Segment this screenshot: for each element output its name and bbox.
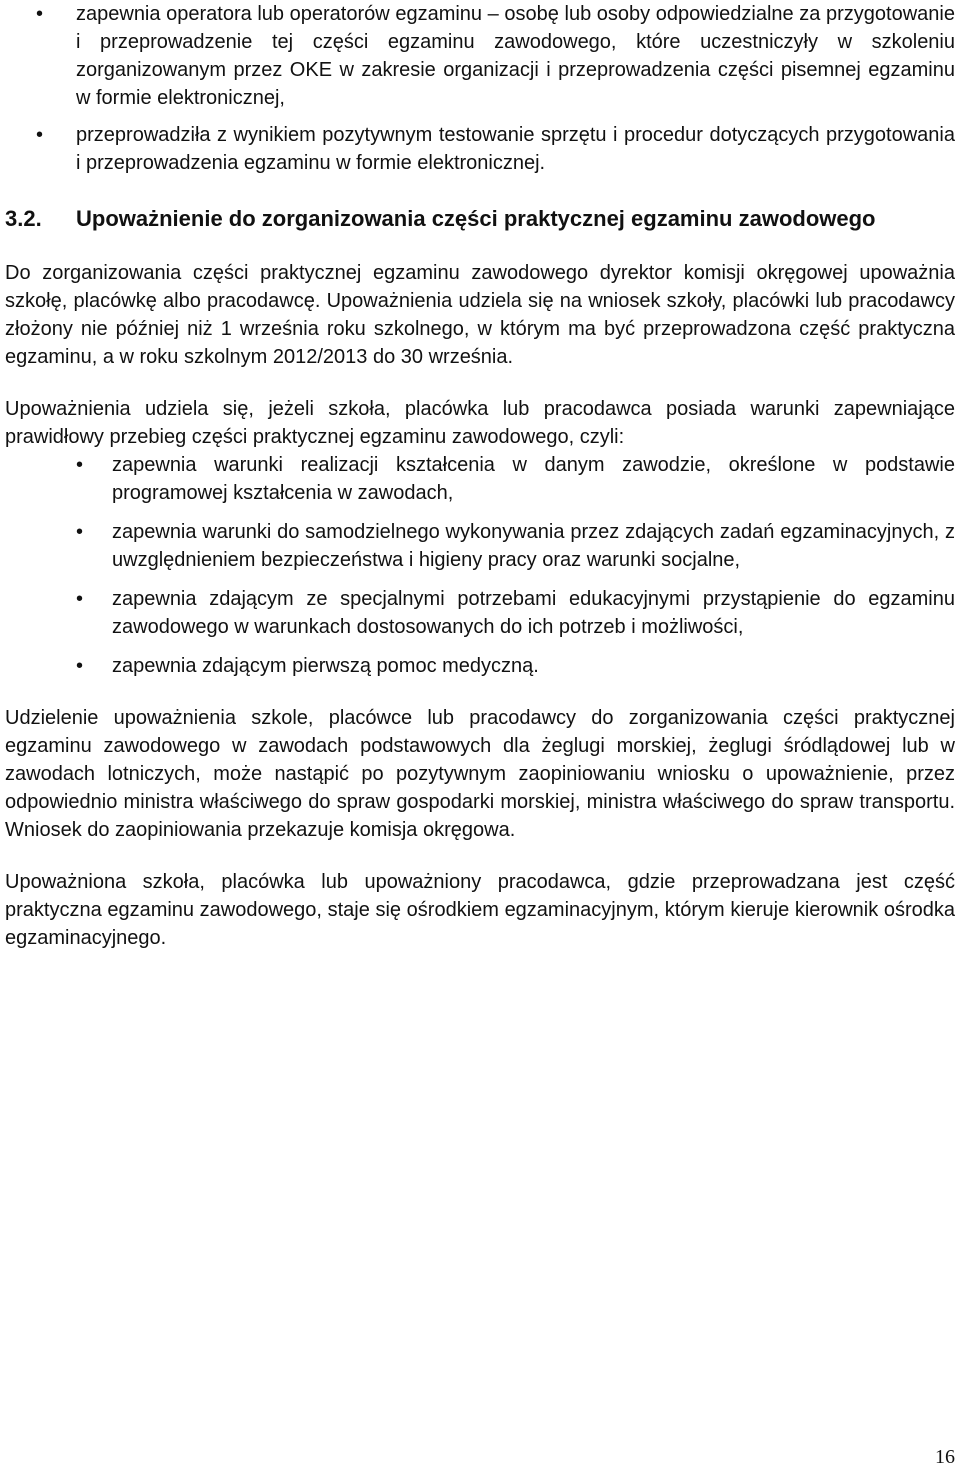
list-item [5, 585, 955, 641]
paragraph: Upoważnienia udziela się, jeżeli szkoła, placówka lub pracodawca posiada warunki zapewniające prawidłowy przebieg części praktycznej egzaminu zawodowego, czyli: [5, 398, 955, 448]
list-item [5, 652, 955, 680]
list-item [5, 121, 955, 177]
section-title: Upoważnienie do zorganizowania części praktycznej egzaminu zawodowego [76, 206, 876, 231]
section-heading [5, 204, 955, 234]
page-number: 16 [935, 1446, 955, 1468]
bullet-icon: • [76, 521, 84, 543]
paragraph: Upoważniona szkoła, placówka lub upoważniony pracodawca, gdzie przeprowadzana jest część praktyczna egzaminu zawodowego, staje się ośrodkiem egzaminacyjnym, którym kieruje kierownik ośrodka egzaminacyjnego. [5, 871, 955, 949]
bullet-icon: • [76, 454, 84, 476]
list-item [5, 451, 955, 507]
bullet-icon: • [76, 588, 84, 610]
section-number: 3.2. [5, 206, 42, 231]
bullet-icon: • [36, 3, 44, 25]
list-item-text: przeprowadziła z wynikiem pozytywnym testowanie sprzętu i procedur dotyczących przygotowania i przeprowadzenia egzaminu w formie elektronicznej. [76, 124, 955, 174]
document-page [5, 0, 955, 952]
list-item [5, 0, 955, 112]
bullet-icon: • [76, 655, 84, 677]
list-item-text: zapewnia warunki do samodzielnego wykonywania przez zdających zadań egzaminacyjnych, z uwzględnieniem bezpieczeństwa i higieny pracy oraz warunki socjalne, [112, 521, 955, 571]
intro-bullet-list [5, 0, 955, 177]
list-item [5, 518, 955, 574]
bullet-icon: • [36, 124, 44, 146]
list-item-text: zapewnia zdającym ze specjalnymi potrzebami edukacyjnymi przystąpienie do egzaminu zawodowego w warunkach dostosowanych do ich potrzeb i możliwości, [112, 588, 955, 638]
list-item-text: zapewnia operatora lub operatorów egzaminu – osobę lub osoby odpowiedzialne za przygotowanie i przeprowadzenie tej części egzaminu zawodowego, które uczestniczyły w szkoleniu zorganizowanym przez OKE w zakresie organizacji i przeprowadzenia części pisemnej egzaminu w formie elektronicznej, [76, 3, 955, 109]
conditions-bullet-list [5, 451, 955, 680]
paragraph: Udzielenie upoważnienia szkole, placówce lub pracodawcy do zorganizowania części praktycznej egzaminu zawodowego w zawodach podstawowych dla żeglugi morskiej, żeglugi śródlądowej lub w zawodach lotniczych, może nastąpić po pozytywnym zaopiniowaniu wniosku o upoważnienie, przez odpowiednio ministra właściwego do spraw gospodarki morskiej, ministra właściwego do spraw transportu. Wniosek do zaopiniowania przekazuje komisja okręgowa. [5, 707, 955, 841]
paragraph: Do zorganizowania części praktycznej egzaminu zawodowego dyrektor komisji okręgowej upoważnia szkołę, placówkę albo pracodawcę. Upoważnienia udziela się na wniosek szkoły, placówki lub pracodawcy złożony nie później niż 1 września roku szkolnego, w którym ma być przeprowadzona część praktyczna egzaminu, a w roku szkolnym 2012/2013 do 30 września. [5, 262, 955, 368]
list-item-text: zapewnia zdającym pierwszą pomoc medyczną. [112, 655, 539, 677]
list-item-text: zapewnia warunki realizacji kształcenia w danym zawodzie, określone w podstawie programowej kształcenia w zawodach, [112, 454, 955, 504]
